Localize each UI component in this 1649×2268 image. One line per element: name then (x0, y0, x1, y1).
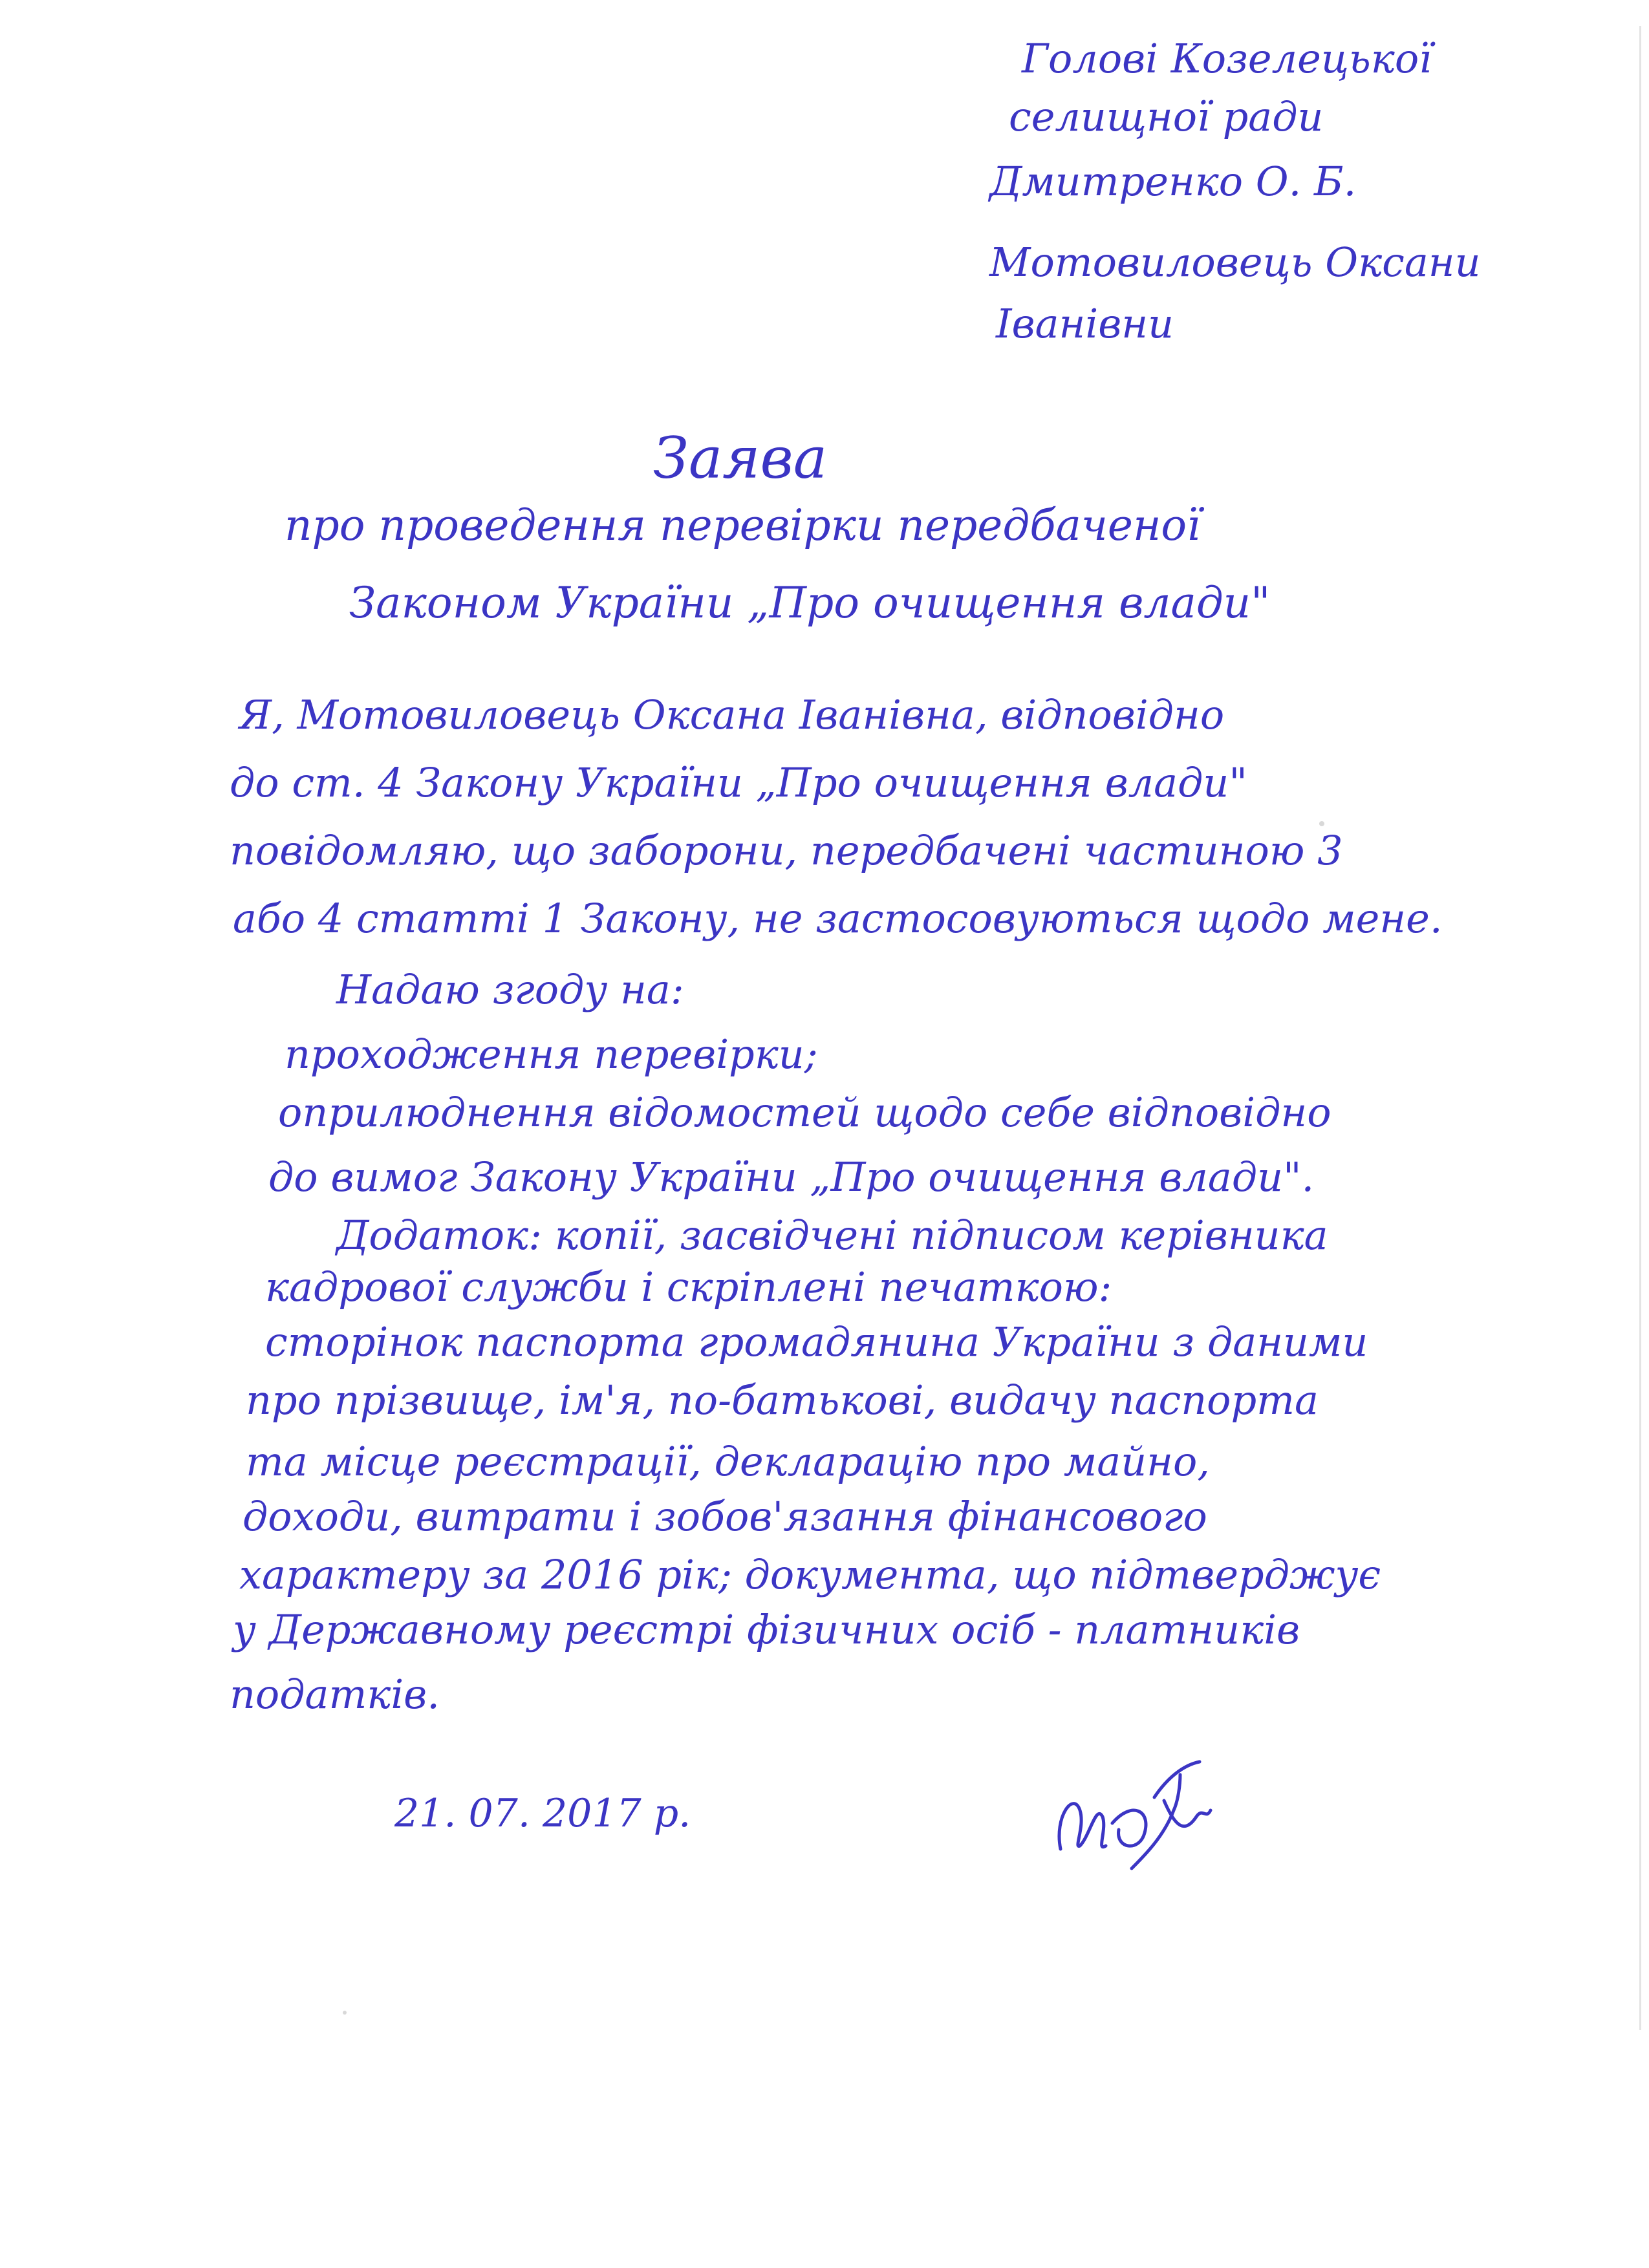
body-p3-line-3: сторінок паспорта громадянина України з даними (265, 1318, 1368, 1365)
body-p2-line-4: до вимог Закону України „Про очищення влади". (268, 1153, 1315, 1201)
addressee-line-3: Дмитренко О. Б. (989, 158, 1357, 205)
addressee-line-2: селищної ради (1009, 93, 1324, 140)
title-line-1: про проведення перевірки передбаченої (285, 500, 1201, 550)
sender-line-1: Мотовиловець Оксани (989, 239, 1481, 286)
addressee-line-1: Голові Козелецької (1022, 35, 1432, 82)
body-p1-line-4: або 4 статті 1 Закону, не застосовуються щодо мене. (233, 895, 1443, 942)
body-p3-line-8: у Державному реєстрі фізичних осіб - платників (233, 1606, 1300, 1653)
title-line-2: Законом України „Про очищення влади" (349, 578, 1271, 628)
body-p3-line-7: характеру за 2016 рік; документа, що підтверджує (239, 1551, 1381, 1598)
body-p3-line-6: доходи, витрати і зобов'язання фінансового (242, 1493, 1207, 1540)
body-p1-line-3: повідомляю, що заборони, передбачені частиною 3 (230, 827, 1343, 874)
body-p3-line-9: податків. (230, 1671, 440, 1718)
document-date: 21. 07. 2017 р. (394, 1791, 691, 1836)
scan-speck (1319, 821, 1324, 826)
sender-line-2: Іванівни (996, 300, 1174, 347)
body-p1-line-1: Я, Мотовиловець Оксана Іванівна, відповідно (239, 691, 1225, 738)
body-p3-line-5: та місце реєстрації, декларацію про майно, (246, 1438, 1210, 1485)
body-p2-line-1: Надаю згоду на: (336, 966, 684, 1013)
body-p3-line-2: кадрової служби і скріплені печаткою: (265, 1263, 1112, 1311)
scan-edge-line (1639, 26, 1641, 2030)
body-p3-line-4: про прізвище, ім'я, по-батькові, видачу паспорта (246, 1376, 1319, 1424)
body-p1-line-2: до ст. 4 Закону України „Про очищення влади" (230, 759, 1247, 806)
scan-speck (343, 2011, 347, 2015)
body-p2-line-3: оприлюднення відомостей щодо себе відповідно (278, 1089, 1331, 1136)
signature-mark (1035, 1739, 1229, 1901)
body-p2-line-2: проходження перевірки; (285, 1031, 818, 1078)
body-p3-line-1: Додаток: копії, засвідчені підписом керівника (336, 1212, 1328, 1259)
document-title: Заява (653, 425, 828, 491)
